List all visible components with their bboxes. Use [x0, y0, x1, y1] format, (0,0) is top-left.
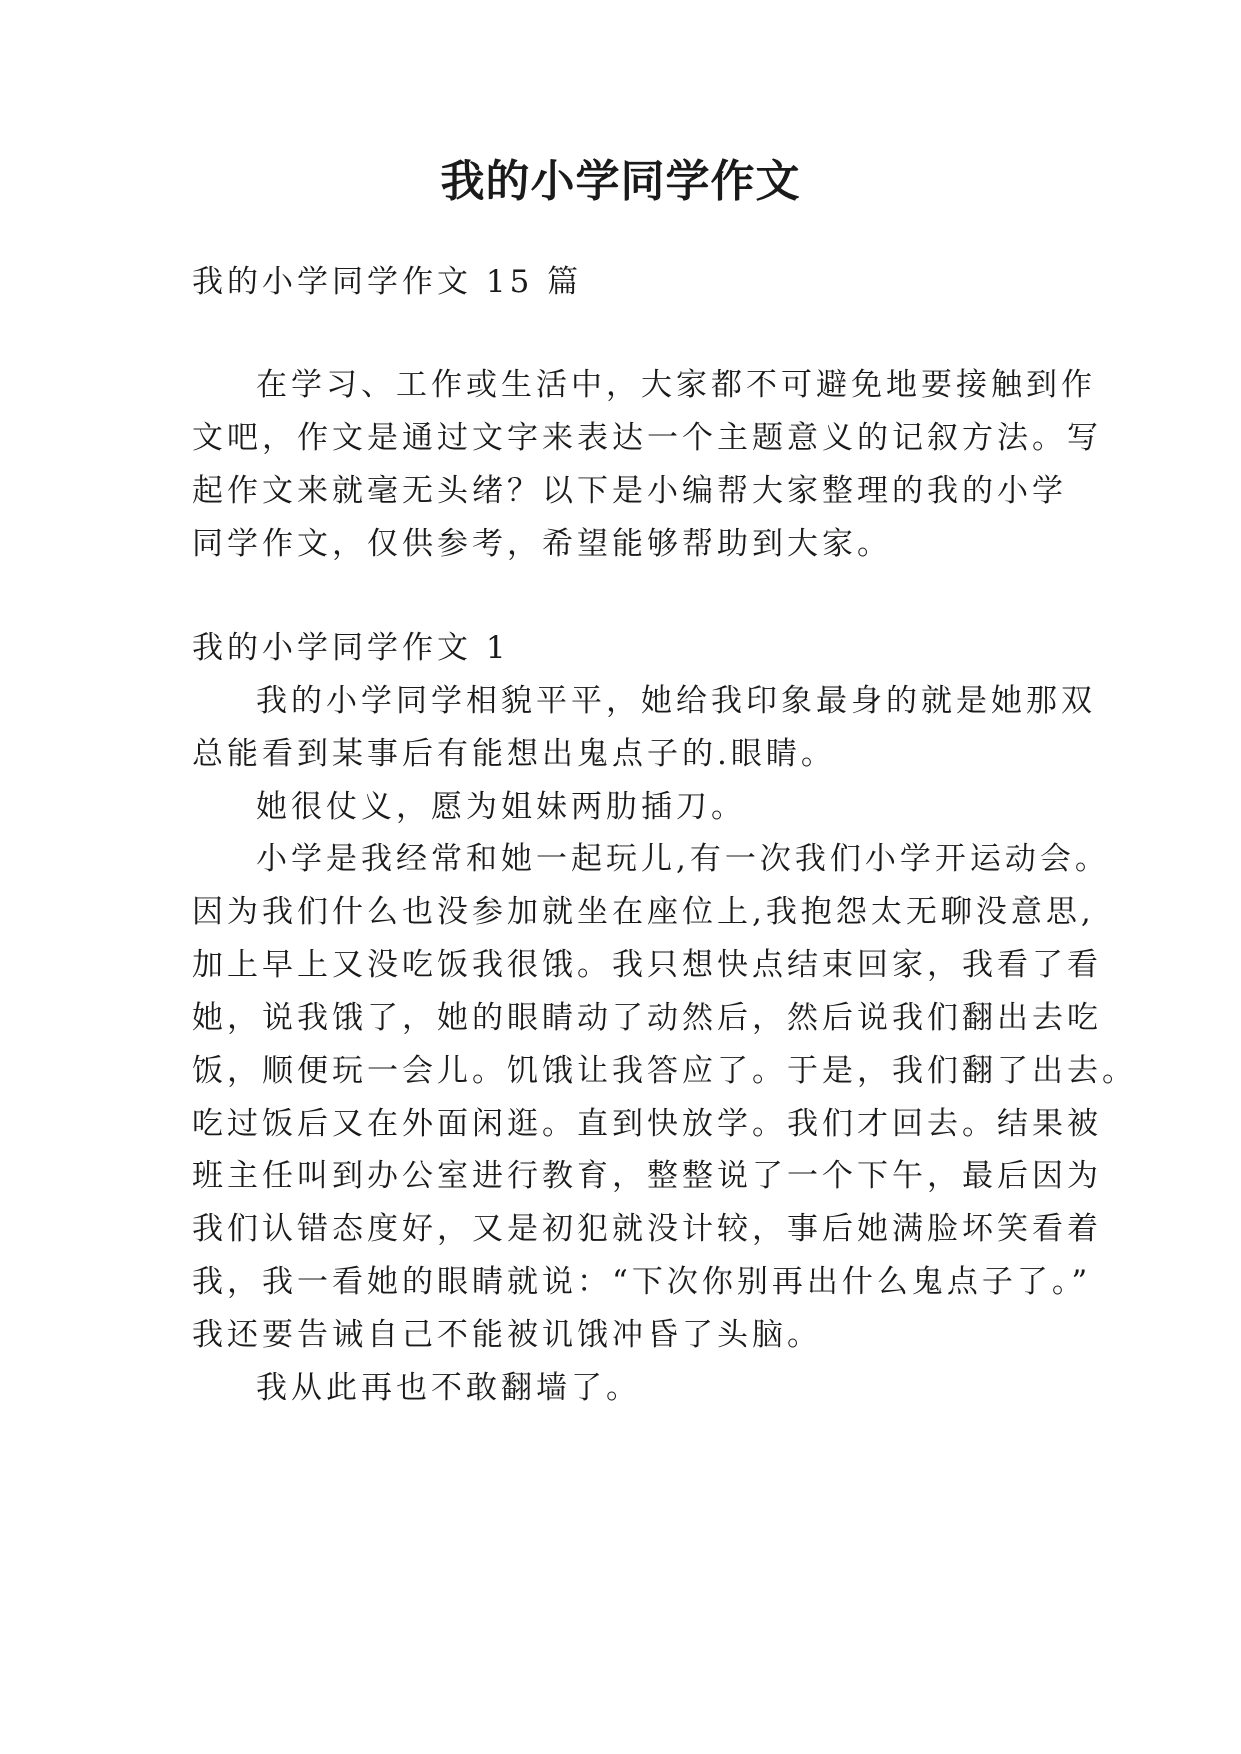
paragraph-line: 小学是我经常和她一起玩儿,有一次我们小学开运动会。	[256, 841, 1110, 877]
paragraph-line: 总能看到某事后有能想出鬼点子的.眼睛。	[192, 736, 836, 772]
intro-line: 起作文来就毫无头绪？以下是小编帮大家整理的我的小学	[192, 473, 1067, 509]
paragraph-line: 加上早上又没吃饭我很饿。我只想快点结束回家，我看了看	[192, 947, 1102, 983]
paragraph-line: 她很仗义，愿为姐妹两肋插刀。	[256, 789, 746, 825]
document-subtitle: 我的小学同学作文 15 篇	[192, 264, 583, 300]
paragraph-line: 我从此再也不敢翻墙了。	[256, 1370, 641, 1406]
paragraph-line: 我还要告诫自己不能被讥饿冲昏了头脑。	[192, 1317, 822, 1353]
paragraph-line: 我的小学同学相貌平平，她给我印象最身的就是她那双	[256, 683, 1096, 719]
paragraph-line: 因为我们什么也没参加就坐在座位上,我抱怨太无聊没意思,	[192, 894, 1095, 930]
intro-line: 在学习、工作或生活中，大家都不可避免地要接触到作	[256, 367, 1096, 403]
paragraph-line: 她，说我饿了，她的眼睛动了动然后，然后说我们翻出去吃	[192, 1000, 1102, 1036]
paragraph-line: 我，我一看她的眼睛就说：“下次你别再出什么鬼点子了。”	[192, 1264, 1092, 1300]
essay-heading: 我的小学同学作文 1	[192, 630, 510, 666]
paragraph-line: 饭，顺便玩一会儿。饥饿让我答应了。于是，我们翻了出去。	[192, 1053, 1137, 1089]
paragraph-line: 班主任叫到办公室进行教育，整整说了一个下午，最后因为	[192, 1158, 1102, 1194]
intro-line: 文吧，作文是通过文字来表达一个主题意义的记叙方法。写	[192, 420, 1102, 456]
paragraph-line: 吃过饭后又在外面闲逛。直到快放学。我们才回去。结果被	[192, 1106, 1102, 1142]
document-title: 我的小学同学作文	[440, 156, 801, 207]
paragraph-line: 我们认错态度好，又是初犯就没计较，事后她满脸坏笑看着	[192, 1211, 1102, 1247]
intro-line: 同学作文，仅供参考，希望能够帮助到大家。	[192, 526, 892, 562]
